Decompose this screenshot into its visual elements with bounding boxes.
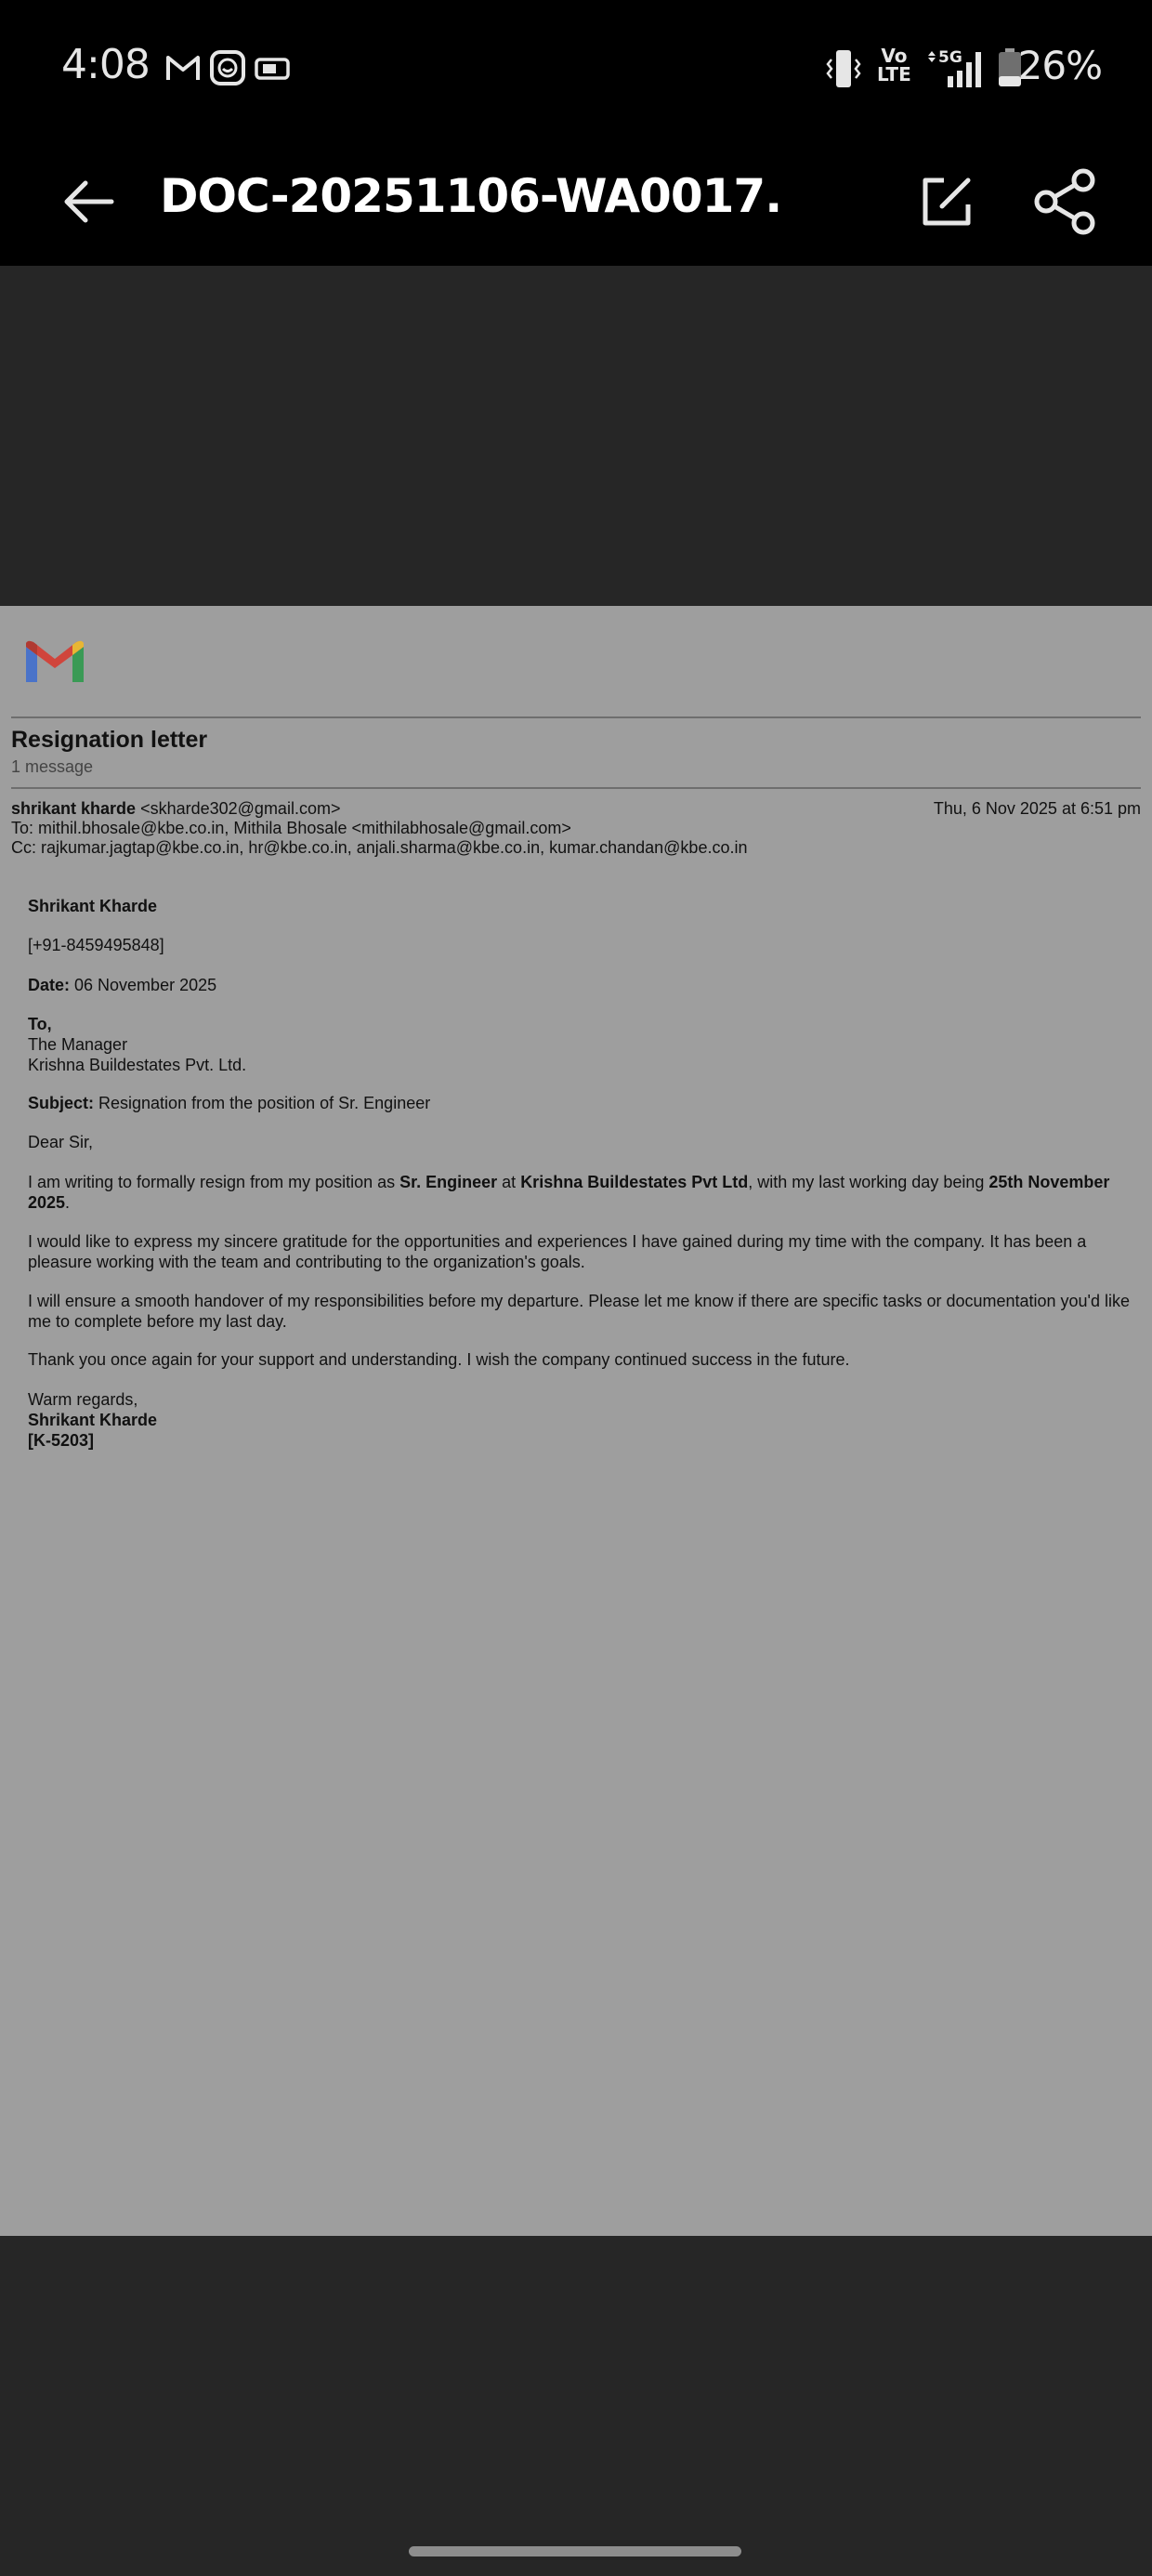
face-app-icon [210, 50, 245, 85]
letter-subject [28, 1093, 1133, 1113]
letter-phone: [+91-8459495848] [28, 936, 164, 954]
letter-paragraph-3: I will ensure a smooth handover of my responsibilities before my departure. Please let me know if there are specific tasks or documentation you'd like me to complete before my last day. [28, 1292, 1131, 1331]
p1-role: Sr. Engineer [399, 1173, 498, 1191]
status-bar [0, 0, 1152, 138]
edit-icon [914, 169, 979, 234]
email-from [11, 799, 340, 819]
p1-text: I am writing to formally resign from my position as [28, 1173, 400, 1191]
sender-email: <skharde302@gmail.com> [140, 799, 341, 818]
email-subject: Resignation letter [11, 727, 208, 753]
email-cc: Cc: rajkumar.jagtap@kbe.co.in, hr@kbe.co.in, anjali.sharma@kbe.co.in, kumar.chandan@kbe.co.in [11, 838, 748, 857]
back-button[interactable] [58, 169, 123, 234]
recipient-company: Krishna Buildestates Pvt. Ltd. [28, 1056, 247, 1074]
sender-name: shrikant kharde [11, 799, 137, 818]
volte-line1: Vo [881, 45, 908, 67]
date-label: Date: [28, 976, 71, 994]
volte-icon [877, 46, 911, 84]
p1-text: . [65, 1193, 71, 1212]
letter-paragraph-4: Thank you once again for your support and understanding. I wish the company continued success in the future. [28, 1350, 850, 1369]
document-page[interactable] [0, 606, 1152, 2236]
document-title: DOC-20251106-WA0017. [160, 169, 782, 223]
app-bar [0, 138, 1152, 266]
letter-date [28, 975, 1133, 995]
letter-signoff [28, 1389, 1133, 1451]
letter-paragraph-2: I would like to express my sincere gratitude for the opportunities and experiences I have gained during my time with the company. It has been a pleasure working with the team and contributing to the organization's goals. [28, 1232, 1087, 1271]
subject-label: Subject: [28, 1094, 95, 1112]
message-count: 1 message [11, 757, 94, 776]
screen-record-icon [255, 58, 290, 80]
letter-recipient [28, 1014, 1133, 1075]
email-date: Thu, 6 Nov 2025 at 6:51 pm [933, 799, 1141, 818]
gmail-notification-icon [165, 54, 201, 82]
p1-company: Krishna Buildestates Pvt Ltd [520, 1173, 749, 1191]
signature-name: Shrikant Kharde [28, 1411, 158, 1429]
divider [11, 787, 1141, 789]
share-icon [1031, 167, 1100, 236]
closing: Warm regards, [28, 1390, 138, 1409]
back-arrow-icon [58, 169, 123, 234]
gmail-logo-icon [24, 637, 85, 684]
5g-signal-icon [927, 48, 987, 87]
p1-text: , with my last working day being [748, 1173, 989, 1191]
vibrate-icon [825, 48, 862, 89]
date-value: 06 November 2025 [70, 976, 217, 994]
network-type: 5G [938, 48, 962, 67]
status-time: 4:08 [61, 41, 150, 88]
letter-paragraph-1 [28, 1172, 1133, 1213]
share-button[interactable] [1031, 167, 1100, 236]
email-to: To: mithil.bhosale@kbe.co.in, Mithila Bhosale <mithilabhosale@gmail.com> [11, 819, 571, 837]
p1-text: at [497, 1173, 521, 1191]
recipient-title: The Manager [28, 1035, 128, 1054]
volte-line2: LTE [877, 63, 911, 85]
signature-id: [K-5203] [28, 1431, 95, 1450]
letter-greeting: Dear Sir, [28, 1133, 94, 1151]
p1-last-day: 25th November 2025 [28, 1173, 1110, 1212]
edit-button[interactable] [914, 169, 979, 234]
subject-value: Resignation from the position of Sr. Engineer [94, 1094, 431, 1112]
divider [11, 716, 1141, 718]
letter-name: Shrikant Kharde [28, 897, 158, 915]
battery-percent: 26% [1017, 43, 1102, 88]
home-indicator[interactable] [409, 2546, 741, 2556]
to-label: To, [28, 1015, 52, 1033]
